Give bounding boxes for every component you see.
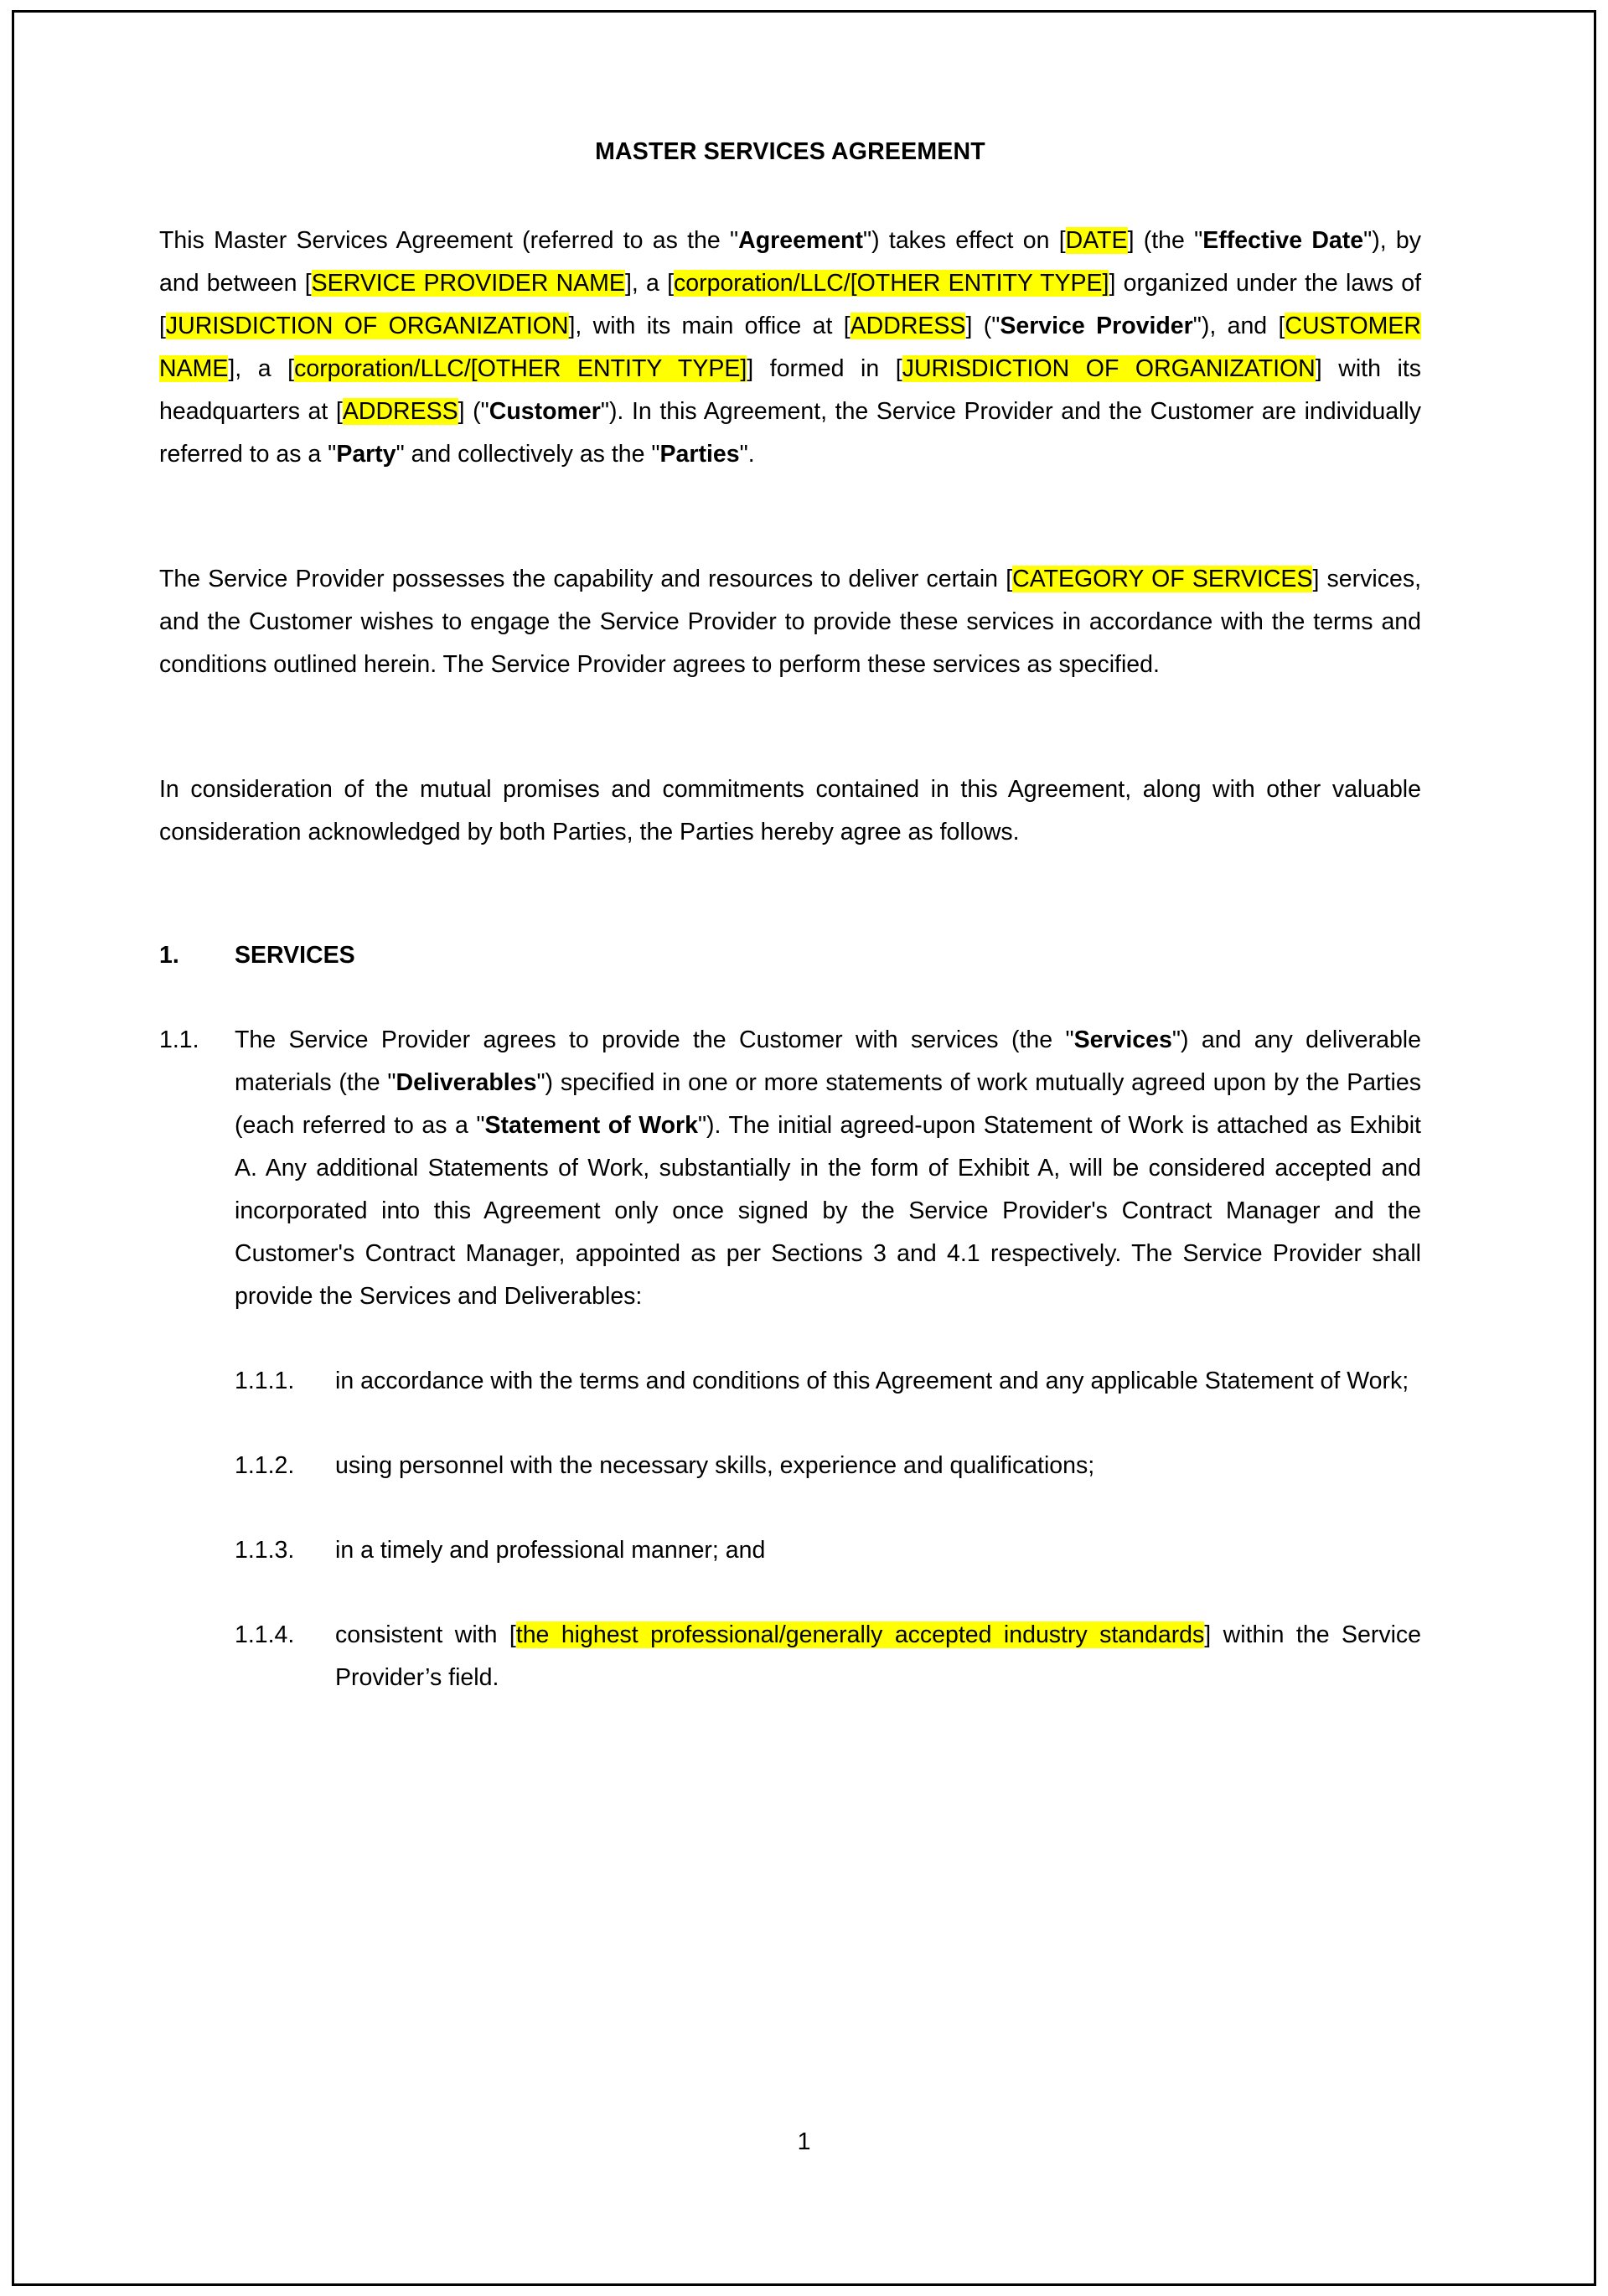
placeholder-customer-name: CUSTOMER NAME: [159, 313, 1421, 382]
placeholder-service-provider-name: SERVICE PROVIDER NAME: [311, 270, 625, 297]
document-body: [159, 138, 1421, 1699]
text-run: ], a [: [228, 355, 295, 382]
subclause-text: in accordance with the terms and conditions of this Agreement and any applicable Statement of Work;: [335, 1368, 1409, 1394]
text-run: ] with its headquarters at [: [159, 355, 1421, 425]
term-customer: Customer: [489, 398, 601, 425]
text-run: " and collectively as the ": [396, 441, 660, 468]
clause-number: 1.1.: [159, 1026, 199, 1053]
placeholder-address-customer: ADDRESS: [342, 398, 458, 425]
spacer: [159, 476, 1421, 558]
preamble-paragraph-2: [159, 558, 1421, 686]
subclause-number: 1.1.1.: [235, 1368, 295, 1394]
placeholder-jurisdiction-provider: JURISDICTION OF ORGANIZATION: [165, 313, 569, 339]
placeholder-address-provider: ADDRESS: [850, 313, 966, 339]
term-statement-of-work: Statement of Work: [484, 1112, 698, 1139]
spacer: [159, 686, 1421, 768]
spacer: [159, 1318, 1421, 1360]
text-run: ] organized under the laws of [: [159, 270, 1421, 339]
text-run: consistent with [: [335, 1621, 516, 1648]
subclause-text: [335, 1614, 1421, 1699]
term-agreement: Agreement: [738, 227, 864, 254]
text-run: The Service Provider agrees to provide the Customer with services (the ": [235, 1026, 1074, 1053]
text-run: ] (": [965, 313, 1000, 339]
subclause-number: 1.1.2.: [235, 1452, 295, 1479]
preamble-paragraph-3: [159, 768, 1421, 854]
text-run: ], a [: [624, 270, 674, 297]
clause-1-1: [159, 1019, 1421, 1318]
text-run: ] formed in [: [747, 355, 902, 382]
preamble-paragraph-1: [159, 220, 1421, 476]
text-run: ] (": [458, 398, 489, 425]
text-run: ".: [739, 441, 755, 468]
subclause-1-1-1: [235, 1360, 1421, 1403]
page-title: MASTER SERVICES AGREEMENT: [595, 138, 985, 165]
term-deliverables: Deliverables: [396, 1069, 537, 1096]
spacer: [159, 1403, 1421, 1445]
text-run: ") takes effect on [: [863, 227, 1066, 254]
placeholder-entity-type-provider: corporation/LLC/[OTHER ENTITY TYPE]: [674, 270, 1109, 297]
term-service-provider: Service Provider: [1000, 313, 1193, 339]
subclause-text: using personnel with the necessary skills, experience and qualifications;: [335, 1452, 1095, 1479]
text-run: ] services, and the Customer wishes to engage the Service Provider to provide these services in accordance with the terms and conditions outlined herein. The Service Provider agrees to perform these services as specified.: [159, 566, 1421, 678]
subclause-1-1-3: [235, 1529, 1421, 1572]
text-run: ") specified in one or more statements of work mutually agreed upon by the Parties (each referred to as a ": [235, 1069, 1421, 1139]
term-services: Services: [1073, 1026, 1172, 1053]
term-parties: Parties: [659, 441, 740, 468]
subclause-number: 1.1.3.: [235, 1537, 295, 1564]
placeholder-date: DATE: [1065, 227, 1128, 254]
text-run: The Service Provider possesses the capability and resources to deliver certain [: [159, 566, 1013, 592]
section-heading-services: [159, 934, 1421, 977]
clause-text: [235, 1019, 1421, 1318]
section-number: 1.: [159, 942, 179, 969]
text-run: In consideration of the mutual promises and commitments contained in this Agreement, along with other valuable consideration acknowledged by both Parties, the Parties hereby agree as follows.: [159, 776, 1421, 845]
text-run: ] within the Service Provider’s field.: [335, 1621, 1421, 1691]
placeholder-jurisdiction-customer: JURISDICTION OF ORGANIZATION: [902, 355, 1316, 382]
text-run: ") and any deliverable materials (the ": [235, 1026, 1421, 1096]
term-party: Party: [336, 441, 396, 468]
text-run: "). In this Agreement, the Service Provider and the Customer are individually referred to as a ": [159, 398, 1421, 468]
subclause-1-1-2: [235, 1445, 1421, 1487]
placeholder-category-of-services: CATEGORY OF SERVICES: [1012, 566, 1313, 592]
text-run: ], with its main office at [: [568, 313, 851, 339]
section-title: SERVICES: [235, 942, 355, 969]
text-run: "), and [: [1192, 313, 1285, 339]
subclause-1-1-4: [235, 1614, 1421, 1699]
spacer: [159, 977, 1421, 1019]
placeholder-industry-standards: the highest professional/generally accepted industry standards: [515, 1621, 1205, 1648]
subclause-text: in a timely and professional manner; and: [335, 1537, 766, 1564]
spacer: [159, 854, 1421, 934]
term-effective-date: Effective Date: [1202, 227, 1364, 254]
spacer: [159, 166, 1421, 220]
spacer: [159, 1487, 1421, 1529]
spacer: [159, 1572, 1421, 1614]
text-run: "), by and between [: [159, 227, 1422, 297]
page-number: 1: [797, 2128, 811, 2155]
text-run: "). The initial agreed-upon Statement of Work is attached as Exhibit A. Any additional Statements of Work, substantially in the form of Exhibit A, will be considered accepted and incorporated into this Agreement only once signed by the Service Provider's Contract Manager and the Customer's Contract Manager, appointed as per Sections 3 and 4.1 respectively. The Service Provider shall provide the Services and Deliverables:: [235, 1112, 1421, 1310]
placeholder-entity-type-customer: corporation/LLC/[OTHER ENTITY TYPE]: [294, 355, 747, 382]
subclause-number: 1.1.4.: [235, 1621, 295, 1648]
text-run: This Master Services Agreement (referred to as the ": [159, 227, 739, 254]
text-run: ] (the ": [1127, 227, 1203, 254]
